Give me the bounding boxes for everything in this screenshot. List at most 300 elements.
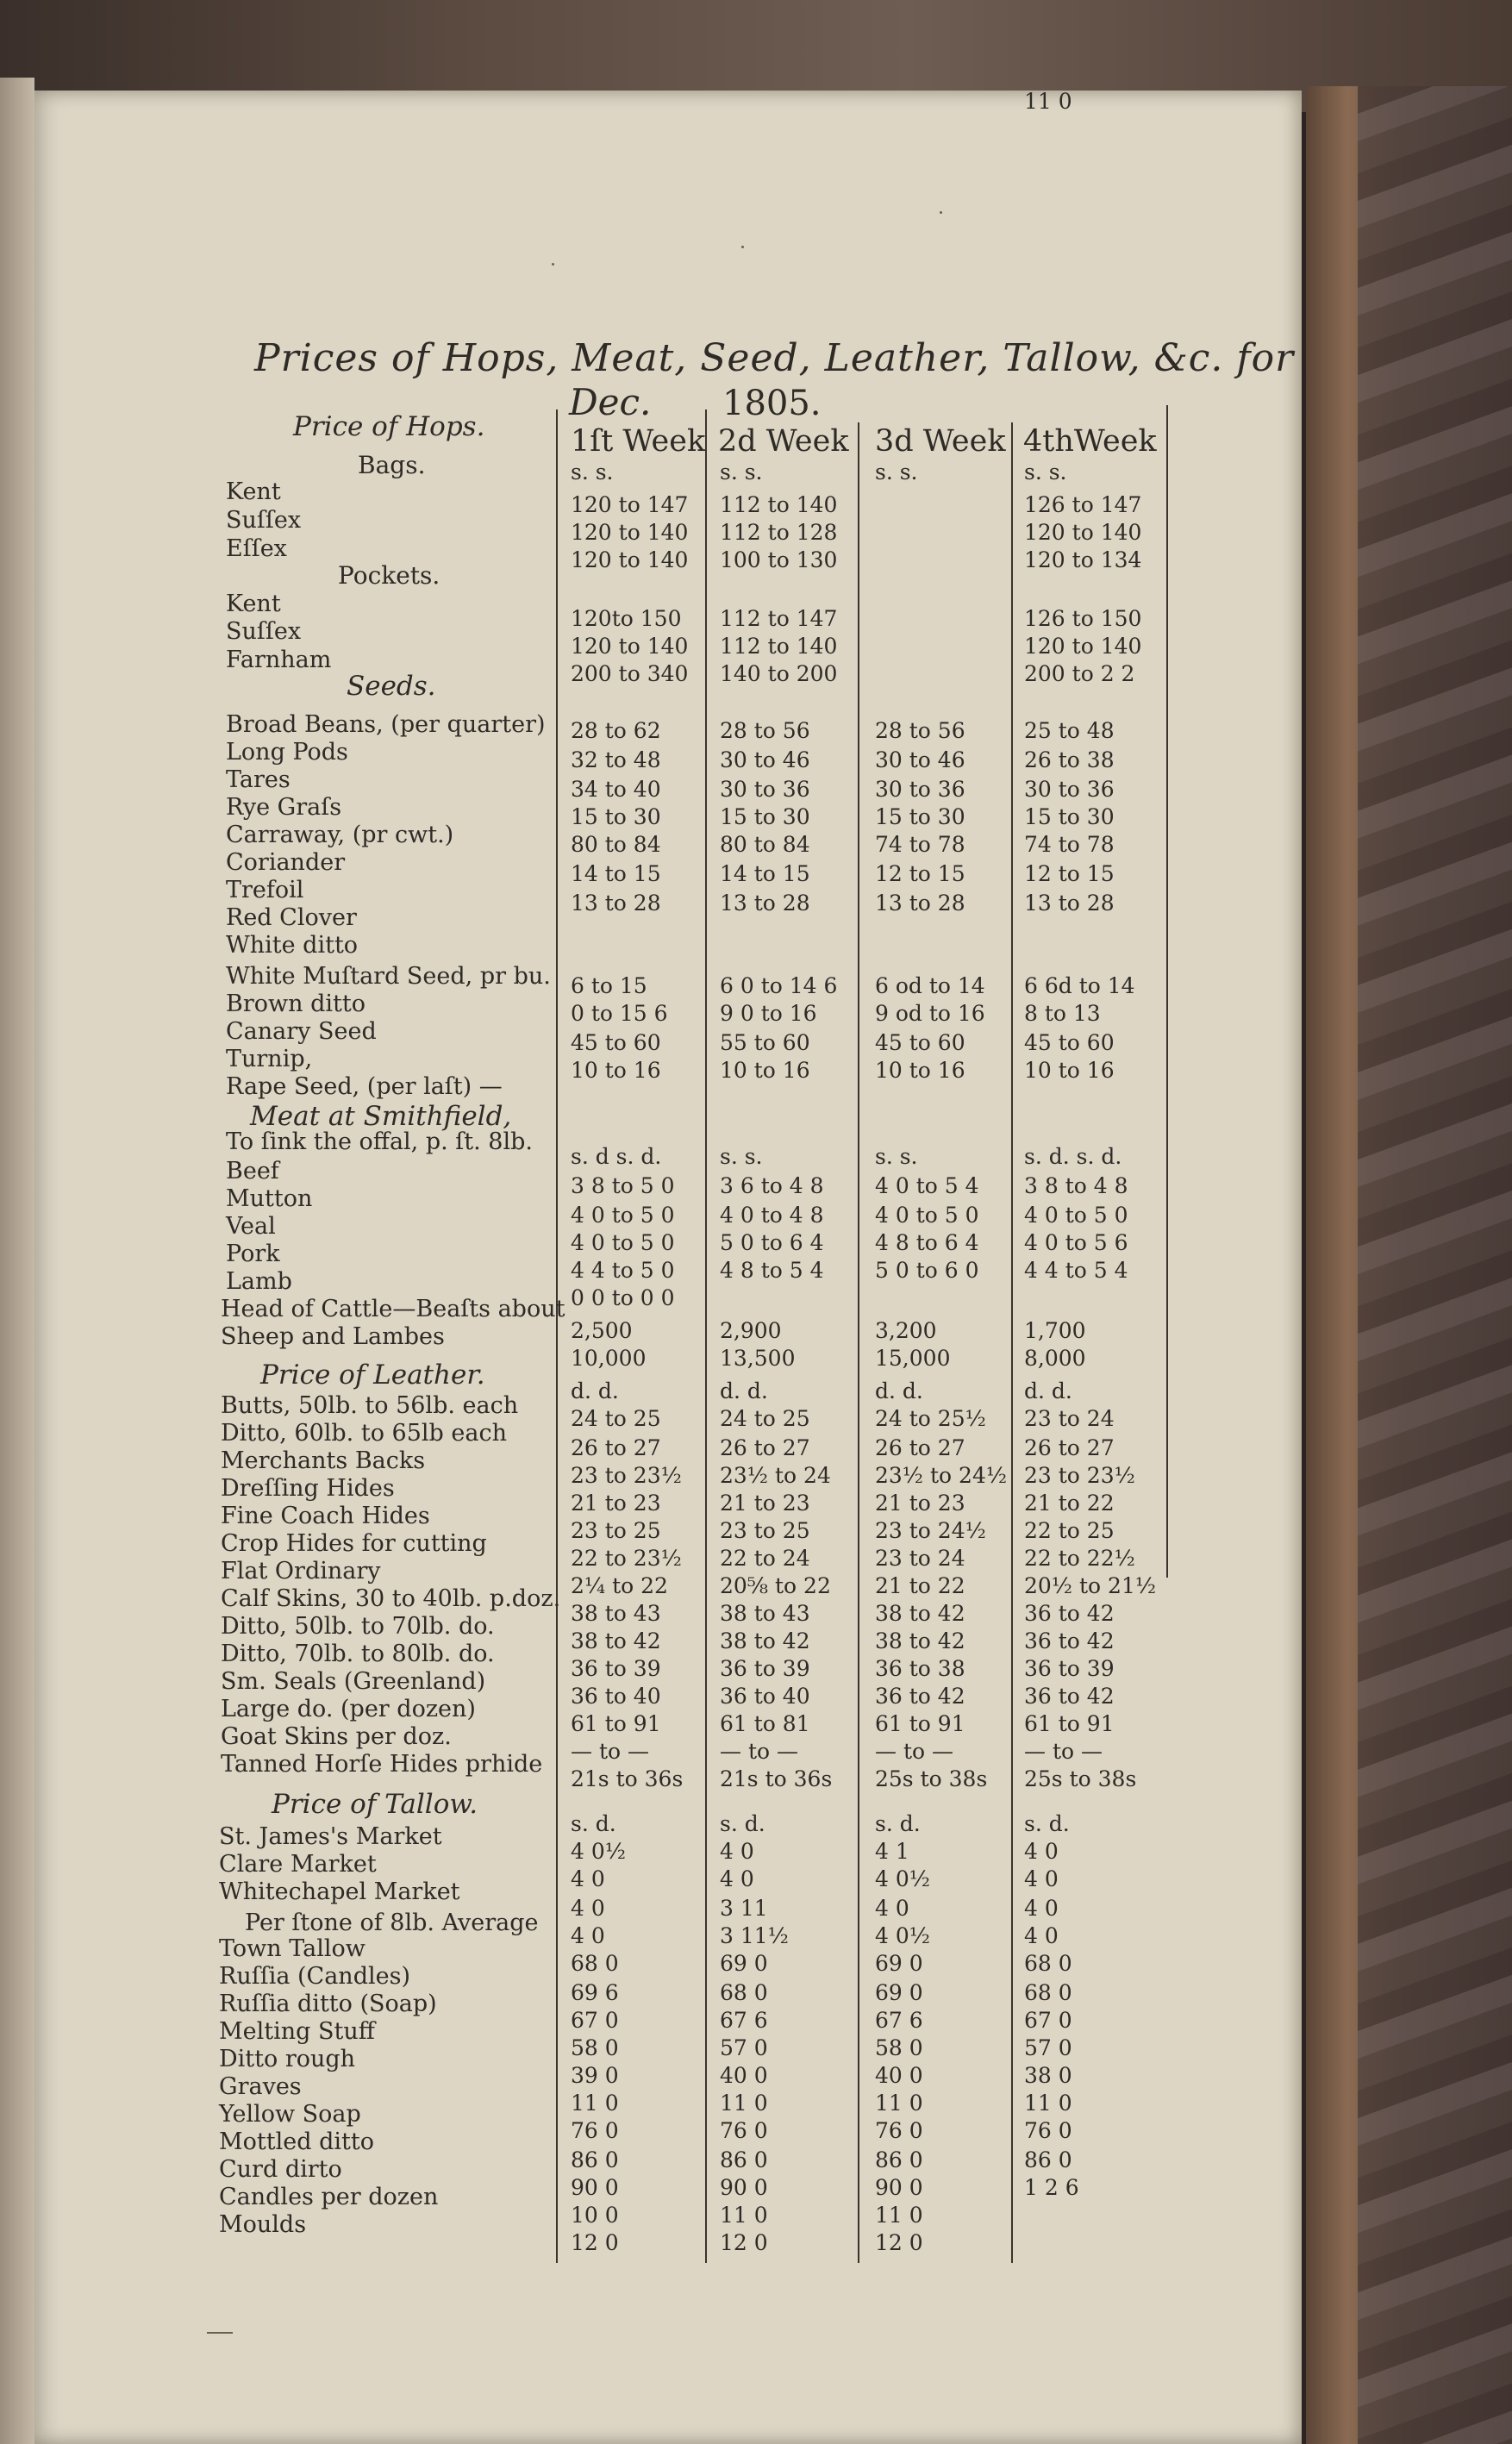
price-cell: 23 to 24 [875, 1546, 965, 1571]
price-cell: 38 to 42 [571, 1628, 661, 1653]
price-cell: 26 to 27 [875, 1435, 965, 1460]
row-label: Lamb [226, 1268, 292, 1295]
price-cell: 10 to 16 [571, 1058, 661, 1083]
price-cell: 11 0 [720, 2091, 768, 2116]
price-cell: 21 to 22 [875, 1573, 965, 1598]
price-cell: 12 0 [571, 2230, 619, 2255]
price-cell: 5 0 to 6 0 [875, 1258, 979, 1283]
price-cell: 76 0 [875, 2118, 923, 2143]
price-cell: 120 to 140 [1024, 634, 1142, 659]
price-cell: 24 to 25 [571, 1406, 661, 1431]
paper-speck [552, 263, 554, 266]
price-cell: — to — [571, 1739, 649, 1764]
row-label: Ditto, 70lb. to 80lb. do. [221, 1641, 495, 1667]
price-cell: 10 to 16 [875, 1058, 965, 1083]
price-cell: 13,500 [720, 1346, 796, 1371]
price-cell: 4 0½ [571, 1839, 626, 1864]
left-page-edge [0, 78, 34, 2444]
row-label: Kent [226, 591, 281, 617]
row-label: Canary Seed [226, 1018, 377, 1045]
price-cell: 40 0 [720, 2063, 768, 2088]
price-cell: 13 to 28 [875, 891, 965, 916]
price-cell: 112 to 140 [720, 492, 838, 517]
subheading-per-stone: Per ſtone of 8lb. Average [245, 1910, 539, 1936]
row-label: Turnip, [226, 1046, 313, 1072]
price-cell: 22 to 25 [1024, 1518, 1115, 1543]
price-cell: 10,000 [571, 1346, 647, 1371]
price-cell: 36 to 42 [1024, 1601, 1115, 1626]
price-cell: 67 0 [571, 2008, 619, 2033]
price-cell: 45 to 60 [571, 1030, 661, 1055]
price-cell: 21 to 23 [875, 1491, 965, 1516]
price-cell: 6 6d to 14 [1024, 973, 1135, 998]
price-cell: 68 0 [1024, 1980, 1072, 2005]
price-cell: 10 to 16 [1024, 1058, 1115, 1083]
row-label: Clare Market [219, 1851, 377, 1878]
row-label: Farnham [226, 647, 332, 673]
price-cell: 40 0 [875, 2063, 923, 2088]
price-cell: 0 to 15 6 [571, 1001, 668, 1026]
price-cell: 12 to 15 [1024, 861, 1115, 886]
price-cell: 15 to 30 [571, 804, 661, 829]
price-cell: 24 to 25 [720, 1406, 810, 1431]
price-cell: s. s. [875, 1144, 918, 1169]
week-3-heading: 3d Week [875, 424, 1006, 459]
price-cell: 3 8 to 4 8 [1024, 1173, 1128, 1198]
price-cell: 30 to 36 [720, 777, 810, 802]
price-cell: 4 0 [571, 1896, 605, 1921]
row-label: Yellow Soap [219, 2101, 361, 2128]
price-cell: s. d. [720, 1811, 765, 1836]
price-cell: 38 to 42 [875, 1601, 965, 1626]
price-cell: 61 to 91 [1024, 1711, 1115, 1736]
row-label: Kent [226, 478, 281, 505]
price-cell: 61 to 91 [571, 1711, 661, 1736]
row-label: White Muſtard Seed, pr bu. [226, 963, 551, 990]
price-cell: 15 to 30 [1024, 804, 1115, 829]
price-cell: 9 0 to 16 [720, 1001, 817, 1026]
row-label: Ruſſia (Candles) [219, 1963, 410, 1990]
price-cell: 4 0 to 4 8 [720, 1203, 824, 1228]
column-rule [556, 409, 558, 2263]
row-label: St. James's Market [219, 1823, 442, 1850]
price-cell: 30 to 36 [875, 777, 965, 802]
row-label: Large do. (per dozen) [221, 1696, 476, 1722]
row-label: Veal [226, 1213, 276, 1240]
price-cell: 112 to 147 [720, 606, 838, 631]
price-cell: 200 to 340 [571, 661, 689, 686]
price-cell: 36 to 39 [720, 1656, 810, 1681]
price-cell: 34 to 40 [571, 777, 661, 802]
row-label: Long Pods [226, 739, 348, 766]
price-cell: 1 2 6 [1024, 2175, 1079, 2200]
price-cell: 126 to 147 [1024, 492, 1142, 517]
price-cell: 120 to 140 [1024, 520, 1142, 545]
price-cell: s. s. [1024, 459, 1067, 484]
price-cell: 3,200 [875, 1318, 937, 1343]
row-label: Pork [226, 1241, 280, 1267]
row-label: Merchants Backs [221, 1447, 426, 1474]
price-cell: 4 0 to 5 0 [1024, 1203, 1128, 1228]
row-label: Trefoil [226, 877, 304, 903]
price-cell: 126 to 150 [1024, 606, 1142, 631]
price-cell: 23 to 25 [720, 1518, 810, 1543]
price-cell: 6 od to 14 [875, 973, 985, 998]
row-label: Rape Seed, (per laſt) — [226, 1073, 503, 1100]
price-cell: s. d. [571, 1811, 616, 1836]
price-cell: 8,000 [1024, 1346, 1086, 1371]
price-cell: 58 0 [875, 2035, 923, 2060]
row-label: Coriander [226, 849, 346, 876]
price-cell: 86 0 [571, 2147, 619, 2172]
price-cell: 2,900 [720, 1318, 782, 1343]
price-cell: 38 to 43 [720, 1601, 810, 1626]
row-label: Butts, 50lb. to 56lb. each [221, 1392, 519, 1419]
price-cell: 25s to 38s [875, 1766, 988, 1791]
price-cell: 4 8 to 5 4 [720, 1258, 824, 1283]
price-cell: 25s to 38s [1024, 1766, 1137, 1791]
price-cell: 120 to 134 [1024, 547, 1142, 572]
price-cell: 13 to 28 [571, 891, 661, 916]
price-cell: 76 0 [1024, 2118, 1072, 2143]
price-cell: 68 0 [571, 1951, 619, 1976]
price-cell: 11 0 [720, 2203, 768, 2228]
row-label: Tanned Horſe Hides prhide [221, 1751, 543, 1778]
price-cell: 4 4 to 5 4 [1024, 1258, 1128, 1283]
document-page [34, 91, 1302, 2444]
price-cell: 11 0 [1024, 2091, 1072, 2116]
price-cell: 11 0 [875, 2091, 923, 2116]
price-cell: — to — [1024, 1739, 1103, 1764]
price-cell: 3 6 to 4 8 [720, 1173, 824, 1198]
price-cell: 45 to 60 [1024, 1030, 1115, 1055]
row-label: Brown ditto [226, 991, 366, 1017]
price-cell: — to — [720, 1739, 798, 1764]
price-cell: 21s to 36s [720, 1766, 833, 1791]
price-cell: 26 to 27 [1024, 1435, 1115, 1460]
column-rule [858, 422, 859, 2263]
row-label: Rye Graſs [226, 794, 342, 821]
price-cell: s. s. [720, 1144, 763, 1169]
price-cell: 86 0 [875, 2147, 923, 2172]
price-cell: 4 0 [571, 1923, 605, 1948]
price-cell: 23½ to 24½ [875, 1463, 1008, 1488]
price-cell: 14 to 15 [720, 861, 810, 886]
price-cell: 11 0 [571, 2091, 619, 2116]
section-tallow: Price of Tallow. [272, 1789, 478, 1820]
price-cell: 26 to 38 [1024, 747, 1115, 772]
price-cell: 30 to 46 [720, 747, 810, 772]
price-cell: 26 to 27 [720, 1435, 810, 1460]
book-binding-right [1306, 86, 1512, 2444]
price-cell: 4 0 [1024, 1896, 1059, 1921]
price-cell: 23 to 24½ [875, 1518, 986, 1543]
week-4-heading: 4thWeek [1023, 424, 1157, 459]
price-cell: 39 0 [571, 2063, 619, 2088]
price-cell: 36 to 40 [571, 1684, 661, 1709]
paper-speck [741, 246, 744, 248]
price-cell: 21 to 23 [720, 1491, 810, 1516]
price-cell: 112 to 140 [720, 634, 838, 659]
price-cell: 23 to 23½ [571, 1463, 682, 1488]
price-cell: s. d. [1024, 1811, 1070, 1836]
price-cell: 2,500 [571, 1318, 633, 1343]
price-cell: 4 0 to 5 0 [571, 1230, 675, 1255]
price-cell: 4 4 to 5 0 [571, 1258, 675, 1283]
row-label: Sheep and Lambes [221, 1323, 445, 1350]
price-cell: 67 6 [875, 2008, 923, 2033]
price-cell: 30 to 46 [875, 747, 965, 772]
row-label: To ſink the offal, p. ſt. 8lb. [226, 1128, 533, 1155]
price-cell: 15 to 30 [720, 804, 810, 829]
price-cell: 86 0 [1024, 2147, 1072, 2172]
price-cell: 58 0 [571, 2035, 619, 2060]
row-label: Ruſſia ditto (Soap) [219, 1991, 437, 2017]
row-label: Crop Hides for cutting [221, 1530, 487, 1557]
price-cell: 28 to 56 [875, 718, 965, 743]
price-cell: 12 0 [875, 2230, 923, 2255]
row-label: Ditto rough [219, 2046, 356, 2072]
price-cell: 57 0 [1024, 2035, 1072, 2060]
price-cell: 4 0 to 5 4 [875, 1173, 979, 1198]
price-cell: d. d. [720, 1378, 768, 1403]
price-cell: 22 to 22½ [1024, 1546, 1135, 1571]
price-cell: 68 0 [1024, 1951, 1072, 1976]
price-cell: 67 6 [720, 2008, 768, 2033]
price-cell: 4 0 [1024, 1923, 1059, 1948]
price-cell: 120 to 140 [571, 547, 689, 572]
price-cell: 12 0 [720, 2230, 768, 2255]
price-cell: 21 to 22 [1024, 1491, 1115, 1516]
price-cell: 4 0½ [875, 1866, 930, 1891]
price-cell: 26 to 27 [571, 1435, 661, 1460]
row-label: Flat Ordinary [221, 1558, 381, 1585]
price-cell: 10 0 [571, 2203, 619, 2228]
price-cell: 20½ to 21½ [1024, 1573, 1157, 1598]
price-cell: 23 to 23½ [1024, 1463, 1135, 1488]
price-cell: 15 to 30 [875, 804, 965, 829]
price-cell: 45 to 60 [875, 1030, 965, 1055]
row-label: Ditto, 60lb. to 65lb each [221, 1420, 507, 1447]
column-rule [1166, 405, 1168, 1578]
price-cell: 13 to 28 [1024, 891, 1115, 916]
price-cell: 22 to 24 [720, 1546, 810, 1571]
price-cell: 80 to 84 [720, 832, 810, 857]
price-cell: 4 0 [1024, 1866, 1059, 1891]
price-cell: d. d. [1024, 1378, 1072, 1403]
price-cell: 23 to 24 [1024, 1406, 1115, 1431]
price-cell: 36 to 42 [875, 1684, 965, 1709]
price-cell: 13 to 28 [720, 891, 810, 916]
price-cell: 4 0 [1024, 1839, 1059, 1864]
price-cell: 80 to 84 [571, 832, 661, 857]
year: 1805. [722, 384, 822, 423]
row-label: Suſſex [226, 618, 302, 645]
price-cell: 112 to 128 [720, 520, 838, 545]
price-cell: 15,000 [875, 1346, 951, 1371]
row-label: Eſſex [226, 535, 287, 562]
price-cell: 90 0 [571, 2175, 619, 2200]
price-cell: 68 0 [720, 1980, 768, 2005]
price-cell: 61 to 81 [720, 1711, 810, 1736]
row-label: Broad Beans, (per quarter) [226, 711, 546, 738]
price-cell: 61 to 91 [875, 1711, 965, 1736]
row-label: Melting Stuff [219, 2018, 375, 2045]
price-cell: 74 to 78 [875, 832, 965, 857]
price-cell: 25 to 48 [1024, 718, 1115, 743]
price-cell: 2¼ to 22 [571, 1573, 668, 1598]
price-cell: s. d. [875, 1811, 921, 1836]
paper-mark [207, 2332, 233, 2334]
price-cell: 67 0 [1024, 2008, 1072, 2033]
price-cell: 20⅝ to 22 [720, 1573, 831, 1598]
price-cell: 76 0 [571, 2118, 619, 2143]
price-cell: 120 to 140 [571, 520, 689, 545]
price-cell: 11 0 [875, 2203, 923, 2228]
paper-speck [940, 211, 942, 214]
price-cell: 5 0 to 6 4 [720, 1230, 824, 1255]
price-cell: 14 to 15 [571, 861, 661, 886]
section-seeds: Seeds. [347, 671, 436, 702]
price-cell: 24 to 25½ [875, 1406, 986, 1431]
subheading-pockets: Pockets. [338, 561, 440, 590]
price-cell: 90 0 [875, 2175, 923, 2200]
price-cell: 4 0 [571, 1866, 605, 1891]
price-cell: 38 to 43 [571, 1601, 661, 1626]
price-cell: 140 to 200 [720, 661, 838, 686]
row-label: Head of Cattle—Beaſts about [221, 1296, 565, 1322]
row-label: Tares [226, 766, 291, 793]
section-hops: Price of Hops. [293, 411, 485, 442]
price-cell: 3 11 [720, 1896, 768, 1921]
row-label: Town Tallow [219, 1935, 366, 1962]
price-cell: 10 to 16 [720, 1058, 810, 1083]
price-cell: 4 0 to 5 0 [875, 1203, 979, 1228]
price-cell: 30 to 36 [1024, 777, 1115, 802]
price-cell: s. s. [875, 459, 918, 484]
price-cell: 6 to 15 [571, 973, 647, 998]
price-cell: 4 0 to 5 6 [1024, 1230, 1128, 1255]
price-cell: 57 0 [720, 2035, 768, 2060]
price-cell: 69 6 [571, 1980, 619, 2005]
price-cell: 76 0 [720, 2118, 768, 2143]
page-title: Prices of Hops, Meat, Seed, Leather, Tallow, &c. for [254, 336, 1295, 380]
price-cell: 12 to 15 [875, 861, 965, 886]
price-cell: 36 to 39 [1024, 1656, 1115, 1681]
price-cell: 36 to 38 [875, 1656, 965, 1681]
price-cell: 4 0 [720, 1839, 754, 1864]
price-cell: 1,700 [1024, 1318, 1086, 1343]
row-label: Graves [219, 2073, 302, 2100]
price-cell: 3 11½ [720, 1923, 789, 1948]
price-cell: 4 0 to 5 0 [571, 1203, 675, 1228]
price-cell: s. s. [571, 459, 614, 484]
price-cell: 200 to 2 2 [1024, 661, 1135, 686]
price-cell: s. s. [720, 459, 763, 484]
subheading-bags: Bags. [358, 451, 426, 479]
row-label: Fine Coach Hides [221, 1503, 430, 1529]
price-cell: 69 0 [720, 1951, 768, 1976]
price-cell: 23½ to 24 [720, 1463, 831, 1488]
price-cell: 74 to 78 [1024, 832, 1115, 857]
column-rule [1011, 422, 1013, 2263]
row-label: Sm. Seals (Greenland) [221, 1668, 486, 1695]
row-label: Mutton [226, 1185, 313, 1212]
price-cell: — to — [875, 1739, 953, 1764]
price-cell: 90 0 [720, 2175, 768, 2200]
price-cell: 120 to 147 [571, 492, 689, 517]
price-cell: d. d. [571, 1378, 619, 1403]
row-label: Carraway, (pr cwt.) [226, 822, 454, 848]
month: Dec. [569, 381, 652, 423]
price-cell: 28 to 56 [720, 718, 810, 743]
price-cell: 86 0 [720, 2147, 768, 2172]
row-label: Beef [226, 1158, 279, 1184]
row-label: Moulds [219, 2211, 307, 2238]
row-label: Red Clover [226, 904, 357, 931]
column-rule [705, 409, 707, 2263]
price-cell: 32 to 48 [571, 747, 661, 772]
price-cell: 38 0 [1024, 2063, 1072, 2088]
row-label: Ditto, 50lb. to 70lb. do. [221, 1613, 495, 1640]
price-cell: 11 0 [1024, 89, 1072, 114]
week-2-heading: 2d Week [718, 424, 849, 459]
section-meat: Meat at Smithfield, [250, 1101, 512, 1132]
price-cell: 4 0½ [875, 1923, 930, 1948]
price-cell: 22 to 23½ [571, 1546, 682, 1571]
price-cell: 120 to 140 [571, 634, 689, 659]
price-cell: 21s to 36s [571, 1766, 684, 1791]
price-cell: 3 8 to 5 0 [571, 1173, 675, 1198]
price-cell: 36 to 42 [1024, 1628, 1115, 1653]
row-label: Mottled ditto [219, 2128, 374, 2155]
price-cell: 23 to 25 [571, 1518, 661, 1543]
price-cell: 36 to 39 [571, 1656, 661, 1681]
row-label: Calf Skins, 30 to 40lb. p.doz. [221, 1585, 561, 1612]
row-label: Curd dirto [219, 2156, 342, 2183]
price-cell: 28 to 62 [571, 718, 661, 743]
price-cell: s. d s. d. [571, 1144, 662, 1169]
price-cell: 4 1 [875, 1839, 909, 1864]
price-cell: 8 to 13 [1024, 1001, 1101, 1026]
row-label: Suſſex [226, 507, 302, 534]
price-cell: 100 to 130 [720, 547, 838, 572]
price-cell: 36 to 42 [1024, 1684, 1115, 1709]
price-cell: 38 to 42 [875, 1628, 965, 1653]
price-cell: 36 to 40 [720, 1684, 810, 1709]
price-cell: 69 0 [875, 1951, 923, 1976]
price-cell: s. d. s. d. [1024, 1144, 1122, 1169]
price-cell: 4 8 to 6 4 [875, 1230, 979, 1255]
row-label: White ditto [226, 932, 359, 959]
section-leather: Price of Leather. [260, 1360, 485, 1391]
price-cell: 4 0 [875, 1896, 909, 1921]
price-cell: d. d. [875, 1378, 923, 1403]
price-cell: 9 od to 16 [875, 1001, 985, 1026]
row-label: Candles per dozen [219, 2184, 439, 2210]
row-label: Goat Skins per doz. [221, 1723, 452, 1750]
price-cell: 69 0 [875, 1980, 923, 2005]
price-cell: 4 0 [720, 1866, 754, 1891]
week-1-heading: 1ſt Week [571, 424, 706, 459]
price-cell: 21 to 23 [571, 1491, 661, 1516]
price-cell: 120to 150 [571, 606, 682, 631]
price-cell: 38 to 42 [720, 1628, 810, 1653]
row-label: Dreſſing Hides [221, 1475, 395, 1502]
price-cell: 55 to 60 [720, 1030, 810, 1055]
price-cell: 6 0 to 14 6 [720, 973, 838, 998]
price-cell: 0 0 to 0 0 [571, 1285, 675, 1310]
